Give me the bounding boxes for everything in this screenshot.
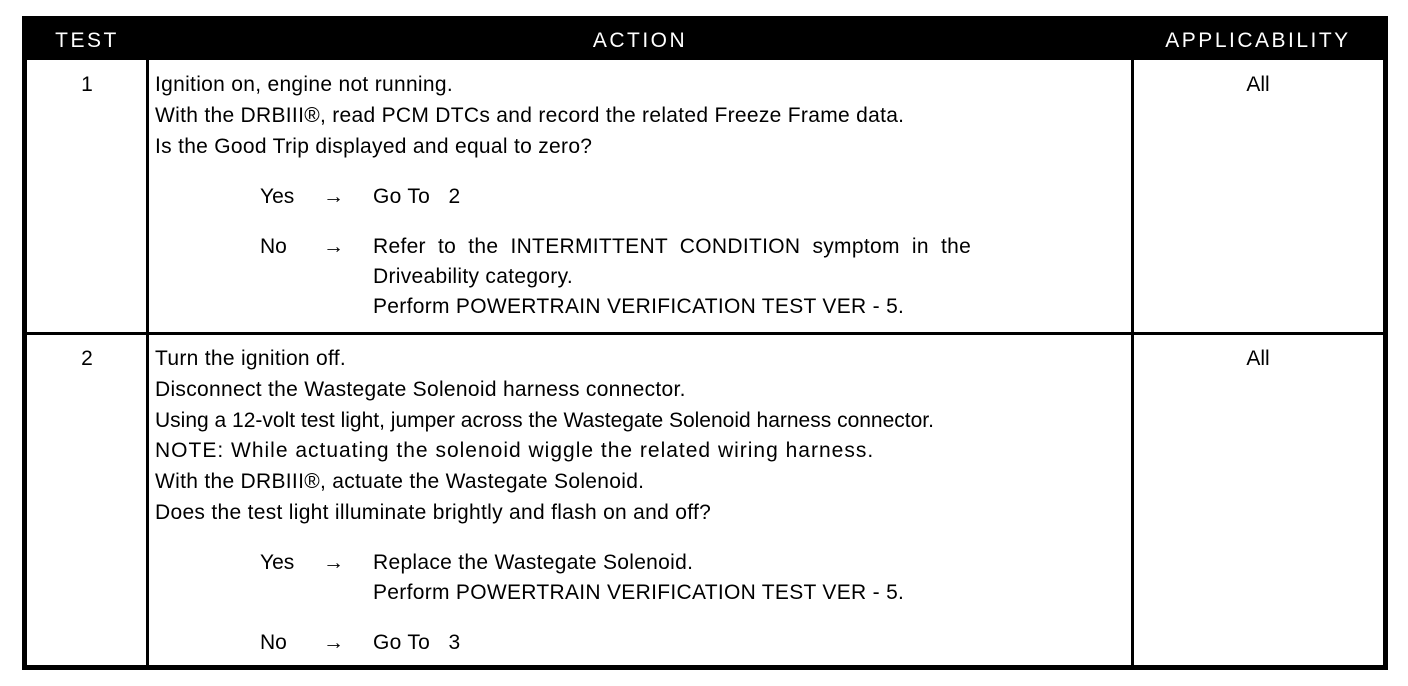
answer-text: Driveability category. xyxy=(373,265,573,288)
answer-label: Yes xyxy=(260,551,295,574)
header-applicability: APPLICABILITY xyxy=(1165,29,1351,52)
answer-text: Perform POWERTRAIN VERIFICATION TEST VER - 5. xyxy=(373,581,905,604)
table-header xyxy=(27,21,1383,60)
answer-text: Refer to the INTERMITTENT CONDITION symptom in the xyxy=(373,235,972,258)
action-line: NOTE: While actuating the solenoid wiggle the related wiring harness. xyxy=(155,439,875,462)
header-action: ACTION xyxy=(592,29,688,52)
test-number: 2 xyxy=(81,347,93,370)
action-line: Disconnect the Wastegate Solenoid harness connector. xyxy=(155,378,686,401)
action-line: Is the Good Trip displayed and equal to zero? xyxy=(155,135,593,158)
answer-text: Go To 3 xyxy=(373,631,461,654)
action-line: Does the test light illuminate brightly and flash on and off? xyxy=(155,501,712,524)
arrow-icon: → xyxy=(323,185,344,208)
action-line: Turn the ignition off. xyxy=(155,347,347,370)
test-number: 1 xyxy=(81,73,93,96)
arrow-icon: → xyxy=(323,631,344,654)
arrow-icon: → xyxy=(323,235,344,258)
action-line: With the DRBIII®, read PCM DTCs and record the related Freeze Frame data. xyxy=(155,104,905,127)
answer-label: Yes xyxy=(260,185,295,208)
applicability-value: All xyxy=(1246,73,1270,96)
answer-text: Perform POWERTRAIN VERIFICATION TEST VER - 5. xyxy=(373,295,905,318)
action-line: With the DRBIII®, actuate the Wastegate Solenoid. xyxy=(155,470,645,493)
row-divider xyxy=(27,332,1383,335)
action-line: Using a 12-volt test light, jumper across the Wastegate Solenoid harness connector. xyxy=(155,409,934,432)
answer-label: No xyxy=(260,631,287,654)
answer-text: Replace the Wastegate Solenoid. xyxy=(373,551,694,574)
diagnostic-test-table xyxy=(22,16,1388,670)
action-line: Ignition on, engine not running. xyxy=(155,73,453,96)
answer-text: Go To 2 xyxy=(373,185,461,208)
arrow-icon: → xyxy=(323,551,344,574)
applicability-value: All xyxy=(1246,347,1270,370)
answer-label: No xyxy=(260,235,287,258)
header-test: TEST xyxy=(55,29,119,52)
